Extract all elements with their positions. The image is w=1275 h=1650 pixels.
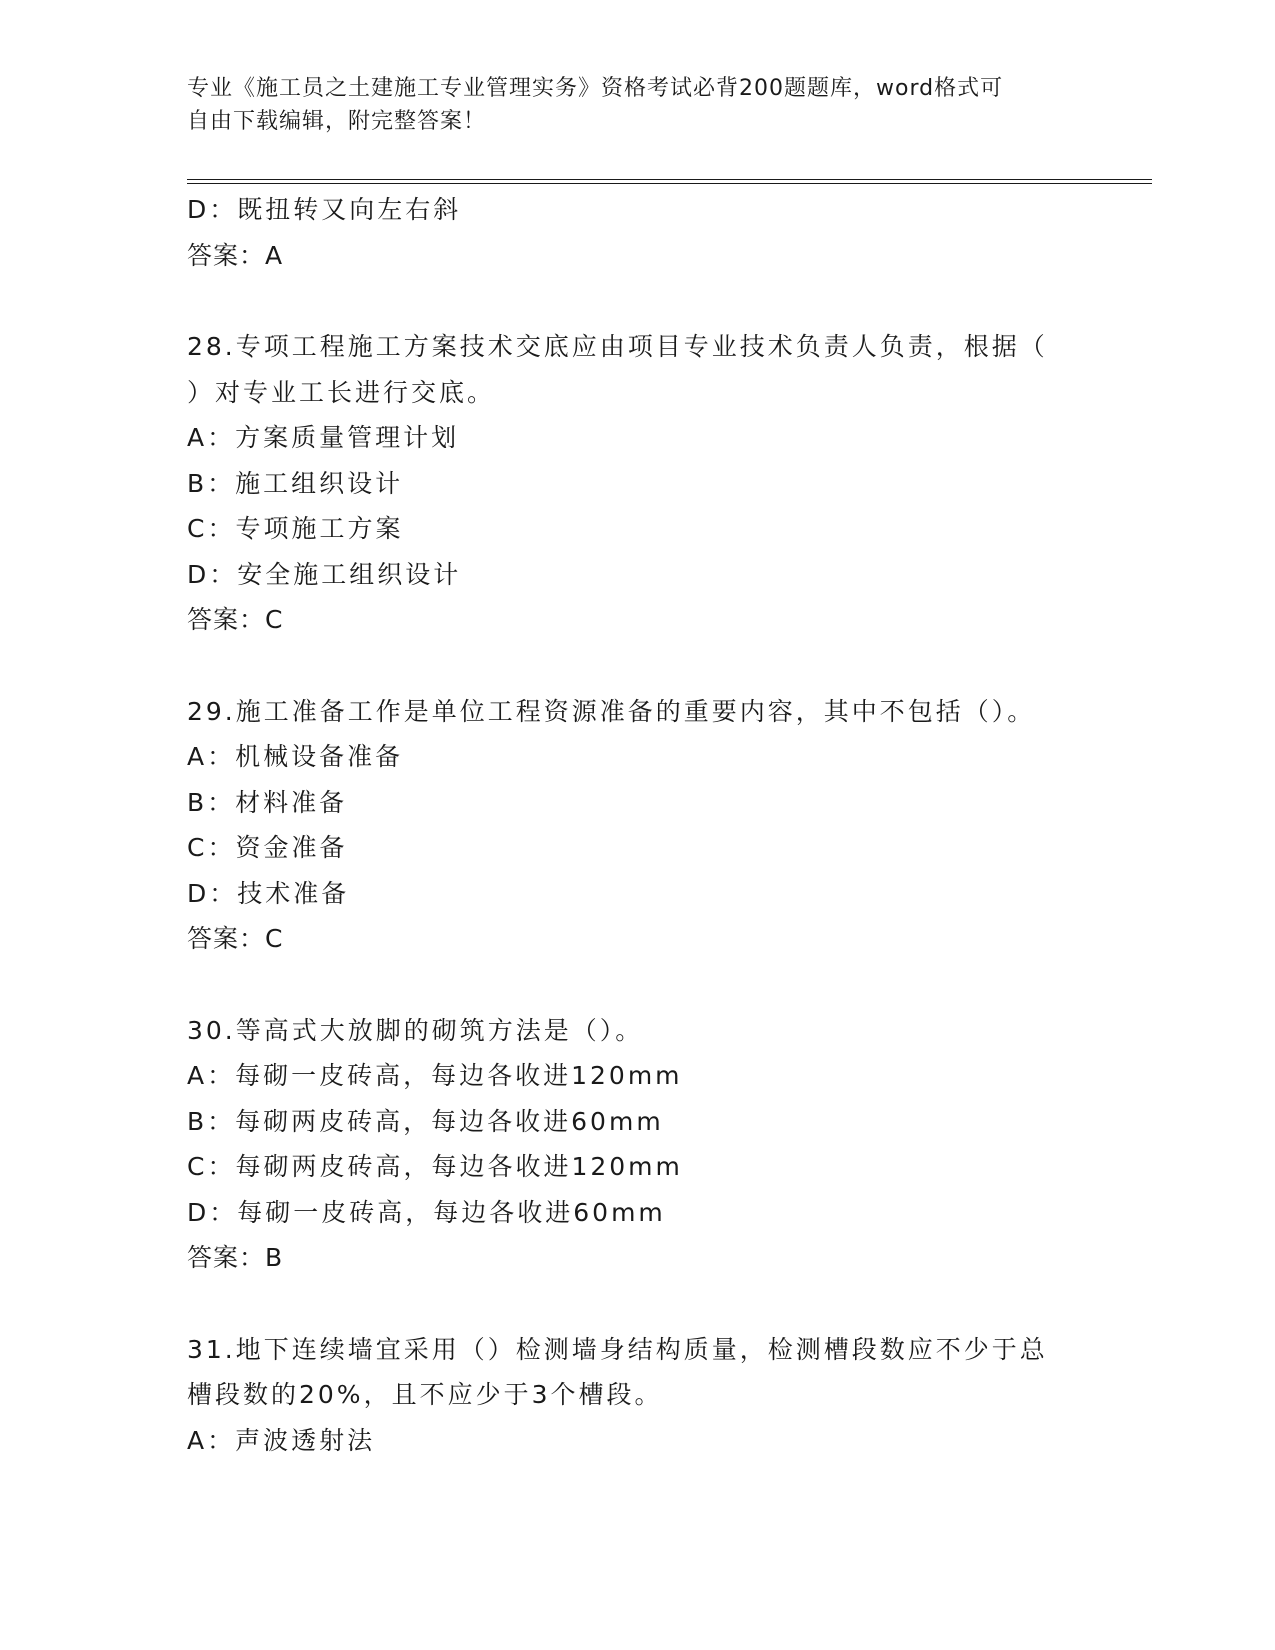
option-a: A：方案质量管理计划 bbox=[187, 423, 460, 452]
question-content bbox=[187, 187, 1087, 1463]
option-a: A：每砌一皮砖高，每边各收进120mm bbox=[187, 1061, 683, 1090]
option-d: D：每砌一皮砖高，每边各收进60mm bbox=[187, 1197, 666, 1227]
option-b: B：施工组织设计 bbox=[187, 468, 404, 498]
header-line-1: 专业《施工员之土建施工专业管理实务》资格考试必背200题题库，word格式可 bbox=[187, 76, 1004, 101]
option-b: B：材料准备 bbox=[187, 787, 348, 817]
header-divider-bottom bbox=[187, 183, 1152, 184]
option-d: D：技术准备 bbox=[187, 878, 350, 908]
spacer bbox=[187, 278, 1087, 324]
question-31-text-cont: 槽段数的20%，且不应少于3个槽段。 bbox=[187, 1380, 663, 1409]
option-d: D：安全施工组织设计 bbox=[187, 559, 462, 589]
option-b: B：每砌两皮砖高，每边各收进60mm bbox=[187, 1106, 664, 1136]
question-28-text: 28.专项工程施工方案技术交底应由项目专业技术负责人负责，根据（ bbox=[187, 332, 1048, 361]
question-30-text: 30.等高式大放脚的砌筑方法是（）。 bbox=[187, 1015, 644, 1045]
document-header bbox=[187, 72, 1087, 138]
answer: 答案：B bbox=[187, 1243, 284, 1272]
header-divider-top bbox=[187, 179, 1152, 180]
spacer bbox=[187, 643, 1087, 689]
spacer bbox=[187, 962, 1087, 1008]
question-28-text-cont: ）对专业工长进行交底。 bbox=[187, 377, 496, 407]
option-c: C：每砌两皮砖高，每边各收进120mm bbox=[187, 1152, 683, 1181]
option-a: A：声波透射法 bbox=[187, 1425, 376, 1455]
header-line-2: 自由下载编辑，附完整答案！ bbox=[187, 109, 487, 134]
option-c: C：专项施工方案 bbox=[187, 514, 404, 543]
option-c: C：资金准备 bbox=[187, 833, 348, 862]
answer: 答案：A bbox=[187, 240, 284, 270]
answer: 答案：C bbox=[187, 605, 284, 634]
option-d: D：既扭转又向左右斜 bbox=[187, 195, 462, 224]
spacer bbox=[187, 1281, 1087, 1327]
question-29-text: 29.施工准备工作是单位工程资源准备的重要内容，其中不包括（）。 bbox=[187, 696, 1036, 726]
question-31-text: 31.地下连续墙宜采用（）检测墙身结构质量，检测槽段数应不少于总 bbox=[187, 1334, 1048, 1364]
option-a: A：机械设备准备 bbox=[187, 742, 404, 771]
answer: 答案：C bbox=[187, 924, 284, 953]
